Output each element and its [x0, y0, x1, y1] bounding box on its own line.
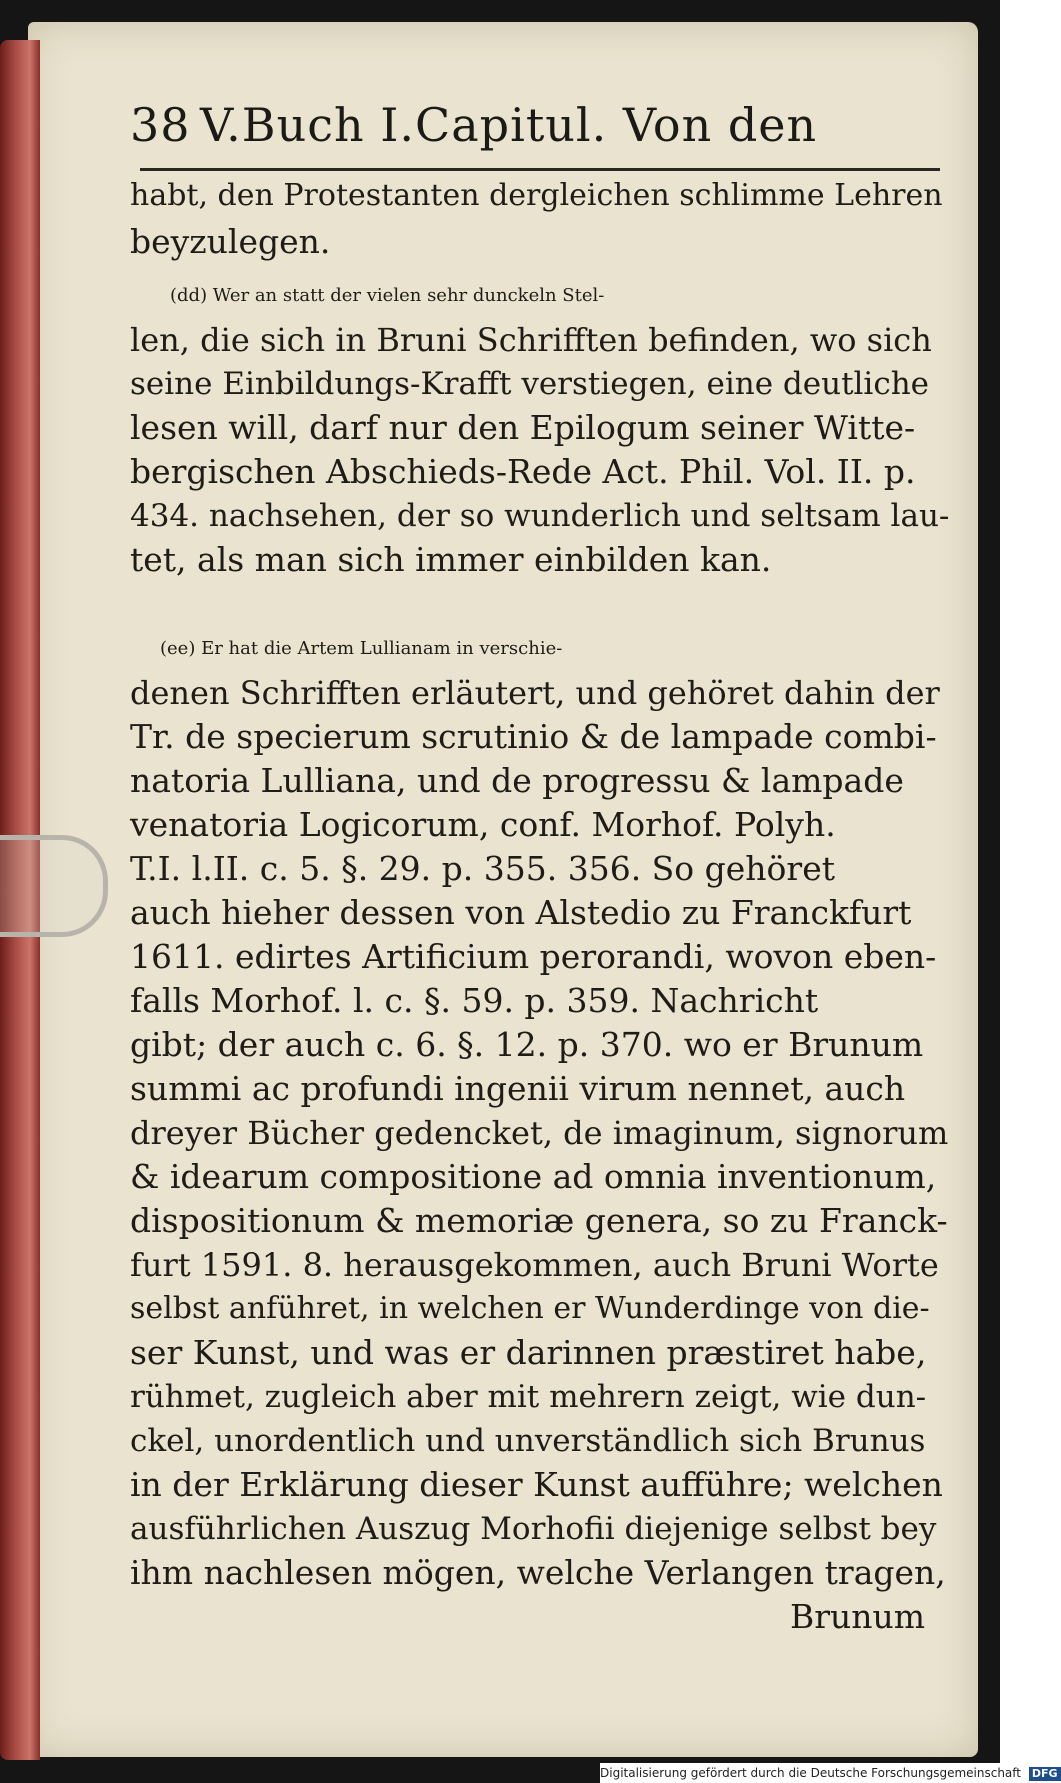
text-line: tet, als man sich immer einbilden kan. [130, 540, 772, 579]
text-line: lesen will, darf nur den Epilogum seiner Witte- [130, 408, 916, 447]
credit-text: Digitalisierung gefördert durch die Deutsche Forschungsgemeinschaft [600, 1766, 1022, 1780]
text-line: beyzulegen. [130, 222, 331, 261]
text-line: in der Erklärung dieser Kunst aufführe; welchen [130, 1465, 943, 1504]
text-line: falls Morhof. l. c. §. 59. p. 359. Nachricht [130, 981, 819, 1020]
text-line: denen Schrifften erläutert, und gehöret dahin der [130, 674, 940, 712]
text-line: auch hieher dessen von Alstedio zu Franckfurt [130, 893, 912, 932]
text-line: bergischen Abschieds-Rede Act. Phil. Vol. II. p. [130, 452, 916, 491]
dfg-logo: DFG [1029, 1767, 1061, 1781]
text-line: rühmet, zugleich aber mit mehrern zeigt, wie dun- [130, 1379, 927, 1415]
footnote-dd-start: (dd) Wer an statt der vielen sehr dunckeln Stel- [170, 285, 605, 306]
text-line: selbst anführet, in welchen er Wunderdinge von die- [130, 1291, 930, 1326]
text-line: 1611. edirtes Artificium perorandi, wovon eben- [130, 937, 937, 976]
header-rule [140, 168, 940, 171]
footnote-ee-start: (ee) Er hat die Artem Lullianam in verschie- [160, 638, 563, 659]
text-line: venatoria Logicorum, conf. Morhof. Polyh. [130, 805, 836, 844]
text-line: T.I. l.II. c. 5. §. 29. p. 355. 356. So gehöret [130, 849, 835, 888]
text-line: furt 1591. 8. herausgekommen, auch Bruni Worte [130, 1246, 939, 1284]
text-line: ckel, unordentlich und unverständlich sich Brunus [130, 1423, 926, 1459]
text-line: ausführlichen Auszug Morhofii diejenige selbst bey [130, 1511, 937, 1547]
text-line: dispositionum & memoriæ genera, so zu Franck- [130, 1201, 948, 1240]
page-number: 38 [130, 98, 191, 152]
text-line: gibt; der auch c. 6. §. 12. p. 370. wo er Brunum [130, 1025, 924, 1064]
running-title: V.Buch I.Capitul. Von den [200, 98, 818, 152]
digitization-credit [600, 1763, 1058, 1783]
text-line: ser Kunst, und was er darinnen præstiret habe, [130, 1333, 927, 1372]
text-line: dreyer Bücher gedencket, de imaginum, signorum [130, 1114, 949, 1152]
text-line: ihm nachlesen mögen, welche Verlangen tragen, [130, 1553, 946, 1592]
text-line: summi ac profundi ingenii virum nennet, auch [130, 1069, 906, 1108]
text-line: natoria Lulliana, und de progressu & lampade [130, 761, 904, 800]
text-line: len, die sich in Bruni Schrifften befinden, wo sich [130, 321, 932, 359]
page-header [130, 98, 950, 168]
paper-clip [0, 835, 108, 937]
text-line: & idearum compositione ad omnia inventionum, [130, 1157, 937, 1196]
text-line: 434. nachsehen, der so wunderlich und seltsam lau- [130, 498, 950, 534]
text-line: habt, den Protestanten dergleichen schlimme Lehren [130, 178, 943, 213]
text-line: Tr. de specierum scrutinio & de lampade combi- [130, 717, 937, 756]
text-line: seine Einbildungs-Krafft verstiegen, eine deutliche [130, 366, 930, 402]
catchword: Brunum [790, 1597, 926, 1636]
